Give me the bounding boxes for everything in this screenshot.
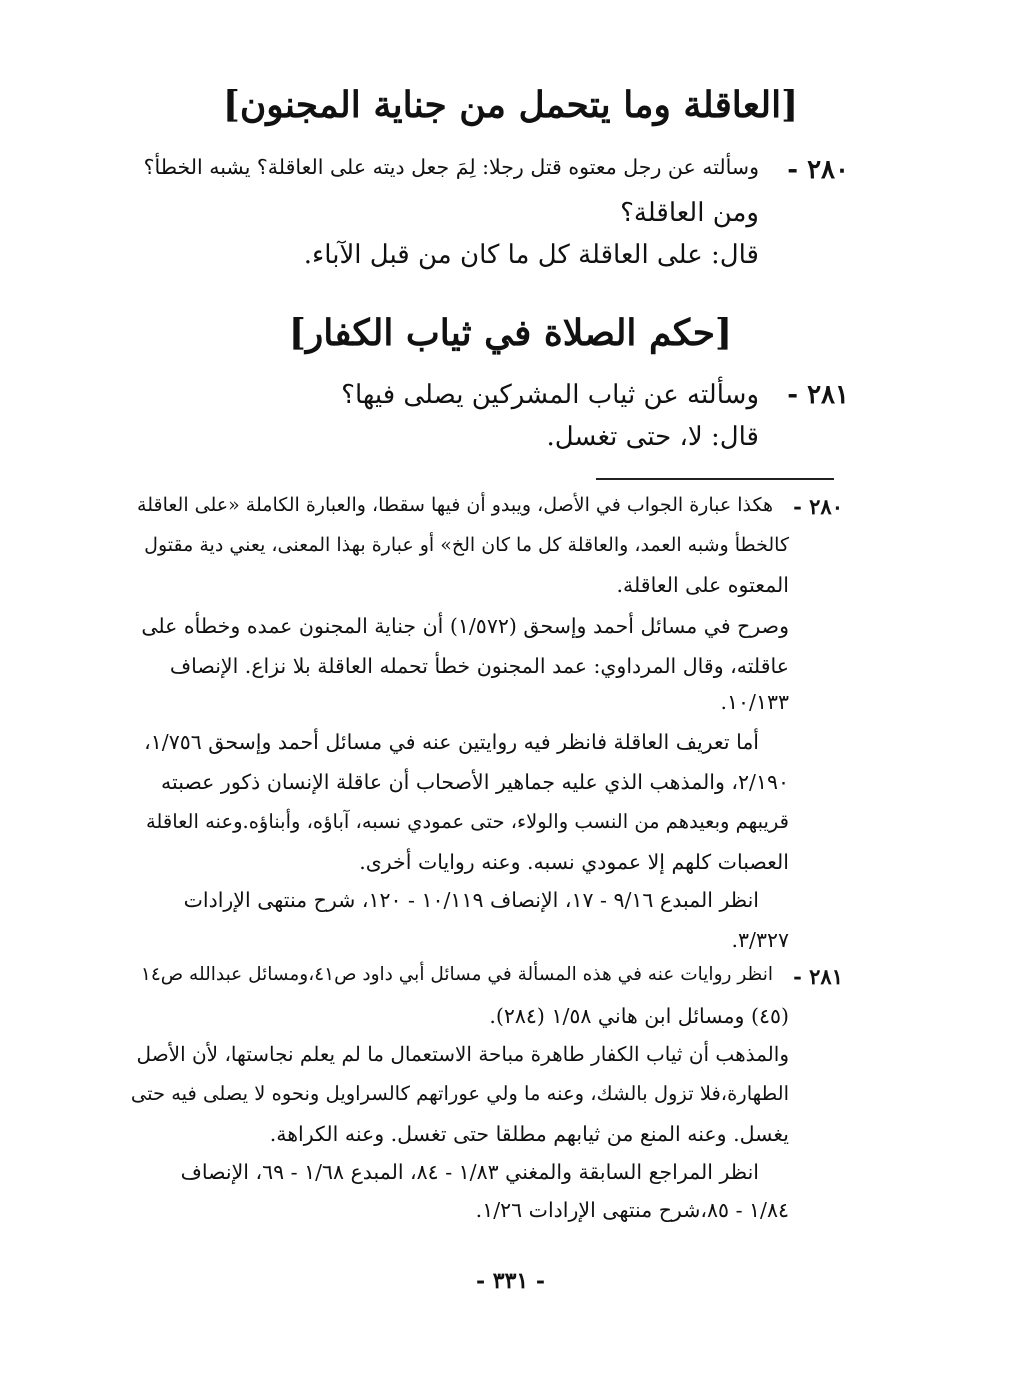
footnote-280-line: قريبهم وبعيدهم من النسب والولاء، حتى عمودي نسبه، آباؤه، وأبناؤه.وعنه العاقلة [145,810,789,833]
footnote-281-line: يغسل. وعنه المنع من ثيابهم مطلقا حتى تغسل. وعنه الكراهة. [269,1122,789,1146]
footnote-280-line: ١٠/١٣٣. [720,690,789,714]
footnote-280-line: ٣/٣٢٧. [731,928,789,952]
footnote-280-number: ٢٨٠ - [793,494,843,519]
footnote-281-number: ٢٨١ - [793,964,843,989]
footnote-280-line: وصرح في مسائل أحمد وإسحق (١/٥٧٢) أن جناية المجنون عمده وخطأه على [141,614,789,638]
footnote-280-line: هكذا عبارة الجواب في الأصل، ويبدو أن فيها سقطا، والعبارة الكاملة «على العاقلة [137,494,773,516]
section-heading-prayer: [حكم الصلاة في ثياب الكفار] [288,312,733,354]
footnote-280-line: كالخطأ وشبه العمد، والعاقلة كل ما كان الخ» أو عبارة بهذا المعنى، يعني دية مقتول [144,534,789,556]
footnote-281-line: انظر روايات عنه في هذه المسألة في مسائل أبي داود ص٤١،ومسائل عبدالله ص١٤ [140,964,773,985]
footnote-divider [596,478,834,480]
question-280-line-2: ومن العاقلة؟ [620,198,759,228]
footnote-280-line: المعتوه على العاقلة. [616,573,789,597]
footnote-281-line: والمذهب أن ثياب الكفار طاهرة مباحة الاستعمال ما لم يعلم نجاستها، لأن الأصل [136,1042,789,1066]
page-number: - ٣٣١ - [475,1268,546,1294]
footnote-280-line: عاقلته، وقال المرداوي: عمد المجنون خطأ تحمله العاقلة بلا نزاع. الإنصاف [169,654,789,678]
question-280-line-1: وسألته عن رجل معتوه قتل رجلا: لِمَ جعل ديته على العاقلة؟ يشبه الخطأ؟ [143,155,759,179]
footnote-281-line: (٤٥) ومسائل ابن هاني ١/٥٨ (٢٨٤). [489,1004,789,1028]
question-280-answer: قال: على العاقلة كل ما كان من قبل الآباء. [303,240,759,270]
footnote-280-line: أما تعريف العاقلة فانظر فيه روايتين عنه في مسائل أحمد وإسحق ١/٧٥٦، [144,730,759,754]
section-heading-aqila: [العاقلة وما يتحمل من جناية المجنون] [222,84,799,126]
footnote-280-line: ٢/١٩٠، والمذهب الذي عليه جماهير الأصحاب أن عاقلة الإنسان ذكور عصبته [161,770,789,794]
question-281-number: ٢٨١ - [787,380,849,410]
question-281-answer: قال: لا، حتى تغسل. [546,422,759,452]
footnote-281-line: ١/٨٤ - ٨٥،شرح منتهى الإرادات ١/٢٦. [475,1198,789,1222]
footnote-280-line: انظر المبدع ٩/١٦ - ١٧، الإنصاف ١٠/١١٩ - ١٢٠، شرح منتهى الإرادات [183,888,759,912]
footnote-281-line: انظر المراجع السابقة والمغني ١/٨٣ - ٨٤، المبدع ١/٦٨ - ٦٩، الإنصاف [180,1160,759,1184]
question-281-line-1: وسألته عن ثياب المشركين يصلى فيها؟ [341,380,759,410]
footnote-281-line: الطهارة،فلا تزول بالشك، وعنه ما ولي عوراتهم كالسراويل ونحوه لا يصلى فيه حتى [130,1082,789,1105]
footnote-280-line: العصبات كلهم إلا عمودي نسبه. وعنه روايات أخرى. [359,850,789,874]
question-280-number: ٢٨٠ - [787,155,849,185]
